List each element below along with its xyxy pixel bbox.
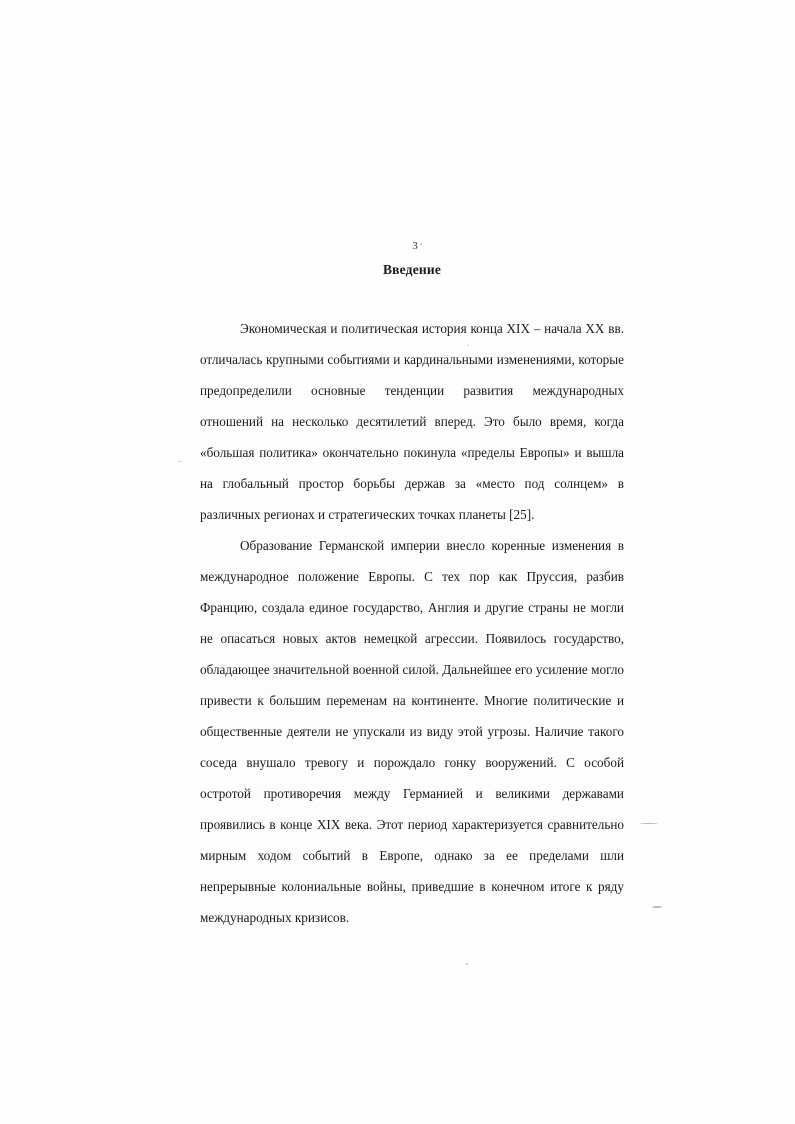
scan-speck	[466, 963, 468, 965]
scan-speck	[467, 345, 469, 346]
scan-speck	[640, 823, 658, 824]
scan-speck	[420, 243, 422, 245]
paragraph-1: Экономическая и политическая история конца XIX – начала XX вв. отличалась крупными событиями и кардинальными изменениями, которые предопределили основные тенденции развития международных отношений на несколько десятилетий вперед. Это было время, когда «большая политика» окончательно покинула «пределы Европы» и вышла на глобальный простор борьбы держав за «место под солнцем» в различных регионах и стратегических точках планеты [25].	[200, 321, 624, 522]
scan-speck	[652, 906, 662, 908]
body-text	[200, 313, 624, 933]
paragraph-2: Образование Германской империи внесло коренные изменения в международное положение Европы. С тех пор как Пруссия, разбив Францию, создала единое государство, Англия и другие страны не могли не опасаться новых актов немецкой агрессии. Появилось государство, обладающее значительной военной силой. Дальнейшее его усиление могло привести к большим переменам на континенте. Многие политические и общественные деятели не упускали из виду этой угрозы. Наличие такого соседа внушало тревогу и порождало гонку вооружений. С особой остротой противоречия между Германией и великими державами проявились в конце XIX века. Этот период характеризуется сравнительно мирным ходом событий в Европе, однако за ее пределами шли непрерывные колониальные войны, приведшие в конечном итоге к ряду международных кризисов.	[200, 538, 624, 925]
section-heading: Введение	[382, 262, 442, 277]
page-number: 3	[412, 240, 418, 252]
scan-speck	[178, 461, 181, 462]
